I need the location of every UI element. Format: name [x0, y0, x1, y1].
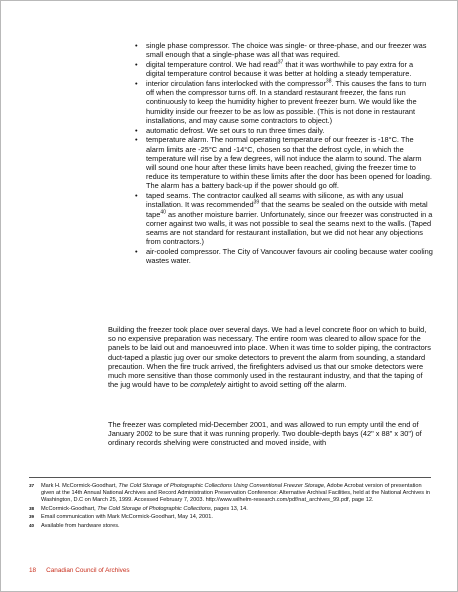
footnote-ref-38[interactable]: 38: [325, 78, 332, 85]
footnote-ref-39[interactable]: 39: [253, 199, 260, 206]
footnote-ref-40[interactable]: 40: [160, 209, 166, 216]
footnote-38: 38 McCormick-Goodhart, The Cold Storage of Photographic Collections, pages 13, 14.: [29, 505, 248, 512]
footnote-39: 39 Email communication with Mark McCormick-Goodhart, May 14, 2001.: [29, 514, 213, 521]
footnote-divider: [29, 477, 431, 478]
footnote-40: 40 Available from hardware stores.: [29, 522, 120, 529]
footnote-37: 37 Mark H. McCormick-Goodhart, The Cold Storage of Photographic Collections Using Conventional Freezer Storage, Adobe Acrobat version of presentation given at the 14th Annual National Archives and Record Administration Preservation Conference: Alternative Archival Facilities, held at the National Archives in Washington, D.C on March 25, 1999. Accessed February 7, 2003. http://www.wilhelm-research.com/pdf/nat_archives_99.pdf, page 12.: [29, 483, 430, 504]
bullet-temperature-alarm: • temperature alarm. The normal operating temperature of our freezer is -18°C. The alarm limits are -25°C and -14°C, chosen so that the defrost cycle, in which the temperature will rise by a few degrees, will not induce the alarm to sound. The alarm will sound one hour after these limits have been reached, giving the freezer time to reduce its temperature to within these limits after the door has been opened for loading. The alarm has a battery back-up if the power should go off.: [135, 135, 433, 190]
page-footer: [29, 567, 140, 574]
bullet-air-cooled-compressor: • air-cooled compressor. The City of Vancouver favours air cooling because water cooling wastes water.: [135, 247, 433, 265]
publisher-name: Canadian Council of Archives: [46, 567, 130, 574]
equipment-bullet-list: [135, 41, 433, 266]
paragraph-freezer-completed: The freezer was completed mid-December 2001, and was allowed to run empty until the end of January 2002 to be sure that it was running properly. Two double-depth bays (42" x 88" x 30") of ordinary records shelving were constructed and moved inside, with: [108, 420, 422, 448]
footnote-ref-37[interactable]: 37: [277, 59, 284, 66]
bullet-automatic-defrost: • automatic defrost. We set ours to run three times daily.: [135, 126, 433, 135]
footnotes: [29, 483, 434, 531]
page-number: 18: [29, 567, 37, 574]
bullet-taped-seams: • taped seams. The contractor caulked all seams with silicone, as with any usual installation. It was recommended$^{39}$ that the seams be sealed on the outside with metal tape$^{40}$ as another moisture barrier. Unfortunately, since our freezer was constructed in a corner against two walls, it was not possible to seal the seams next to the walls. (Taped seams are not standard for restaurant installation, but we did not hear any objections from contractors.): [135, 191, 433, 246]
bullet-compressor-phase: • single phase compressor. The choice was single- or three-phase, and our freezer was small enough that a single-phase was all that was required.: [135, 41, 433, 59]
bullet-circulation-fans: • interior circulation fans interlocked with the compressor$^{38}$. This causes the fans to turn off when the compressor turns off. In a standard restaurant freezer, the fans run continuously to keep the humidity higher to prevent freezer burn. We would like the humidity inside our freezer to be as low as possible. (This is not done in restaurant installations, and may cause some contractors to object.): [135, 79, 433, 125]
bullet-digital-temperature-control: • digital temperature control. We had read$^{37}$ that it was worthwhile to pay extra for a digital temperature control because it was better at holding a steady temperature.: [135, 60, 433, 78]
paragraph-building-freezer: Building the freezer took place over several days. We had a level concrete floor on which to build, so no expensive preparation was necessary. The entire room was cleared to allow space for the panels to be laid out and manoeuvred into place. When it was time to solder piping, the contractors duct-taped a plastic jug over our smoke detectors to prevent the alarm from sounding, a standard precaution. When the fire truck arrived, the firefighters advised us that our smoke detectors were much more sensitive than those commonly used in the restaurant industry, and that the taping of the jug would have to be completely airtight to avoid setting off the alarm.: [108, 325, 431, 390]
